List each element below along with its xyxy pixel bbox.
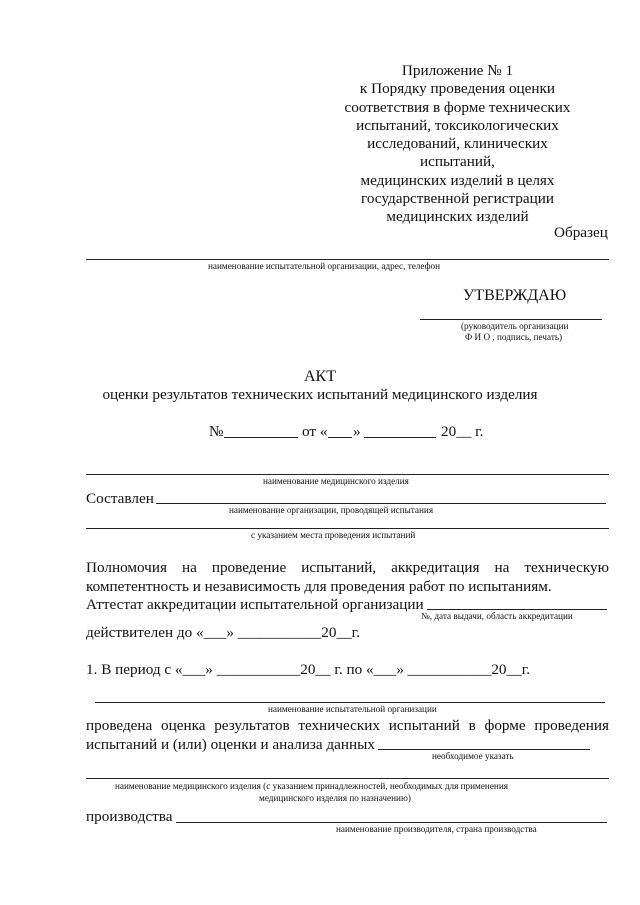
- authority-line-3: Аттестат аккредитации испытательной организации: [86, 596, 424, 613]
- evaluation-caption: необходимое указать: [432, 751, 514, 761]
- appendix-line: испытаний, токсикологических: [356, 116, 559, 134]
- accreditation-field[interactable]: [427, 609, 607, 610]
- org-caption: наименование испытательной организации, адрес, телефон: [208, 261, 441, 271]
- period-caption: наименование испытательной организации: [268, 704, 437, 714]
- manufacturer-label: производства: [86, 808, 173, 825]
- approve-caption-1: (руководитель организации: [461, 321, 569, 331]
- act-title: АКТ: [304, 368, 336, 385]
- period-org-line[interactable]: [95, 702, 605, 703]
- act-year: 20__ г.: [441, 423, 484, 440]
- appendix-line: исследований, клинических испытаний,: [367, 135, 548, 171]
- appendix-line: медицинских изделий в целях: [360, 171, 555, 189]
- evaluation-line-1: проведена оценка результатов технических испытаний в форме проведения: [86, 717, 609, 734]
- evaluation-field[interactable]: [378, 749, 590, 750]
- appendix-header: [330, 62, 585, 227]
- act-day-field[interactable]: [328, 437, 352, 438]
- device-full-caption-2: медицинского изделия по назначению): [259, 793, 411, 803]
- device-full-caption-1: наименование медицинского изделия (с указанием принадлежностей, необходимых для применения: [115, 781, 508, 791]
- act-subtitle: оценки результатов технических испытаний медицинского изделия: [102, 386, 538, 403]
- accreditation-caption: №, дата выдачи, область аккредитации: [421, 611, 573, 621]
- period-text: 1. В период с «___» ___________20__ г. по «___» ___________20__г.: [86, 661, 531, 678]
- manufacturer-line[interactable]: [176, 822, 607, 823]
- approve-signature-line[interactable]: [420, 319, 602, 320]
- test-place-line[interactable]: [86, 528, 609, 529]
- authority-line-1: Полномочия на проведение испытаний, аккредитация на техническую: [86, 559, 609, 576]
- device-full-line[interactable]: [86, 778, 609, 779]
- act-date-from: от «: [302, 423, 328, 440]
- appendix-line: медицинских изделий: [386, 208, 529, 226]
- valid-until: действителен до «___» ___________20__г.: [86, 624, 360, 641]
- approve-caption-2: Ф И О , подпись, печать): [465, 332, 563, 342]
- test-place-caption: с указанием места проведения испытаний: [251, 530, 416, 540]
- sample-label: Образец: [554, 224, 608, 241]
- approve-title: УТВЕРЖДАЮ: [463, 287, 567, 304]
- act-month-field[interactable]: [364, 437, 436, 438]
- org-name-line[interactable]: [86, 259, 609, 260]
- act-date-close: »: [353, 423, 361, 440]
- device-caption: наименование медицинского изделия: [263, 476, 409, 486]
- act-number-prefix: №: [209, 423, 224, 440]
- evaluation-line-2: испытаний и (или) оценки и анализа данных: [86, 736, 375, 753]
- compiled-caption: наименование организации, проводящей испытания: [229, 505, 434, 515]
- compiled-org-line[interactable]: [156, 503, 606, 504]
- appendix-line: соответствия в форме технических: [344, 98, 571, 116]
- manufacturer-caption: наименование производителя, страна производства: [336, 824, 537, 834]
- appendix-line: к Порядку проведения оценки: [359, 80, 556, 98]
- appendix-line: государственной регистрации: [360, 190, 554, 208]
- authority-line-2: компетентность и независимость для проведения работ по испытаниям.: [86, 578, 552, 595]
- appendix-line: Приложение № 1: [401, 62, 514, 79]
- device-name-line[interactable]: [86, 474, 609, 475]
- compiled-label: Составлен: [86, 490, 154, 507]
- act-number-field[interactable]: [224, 437, 298, 438]
